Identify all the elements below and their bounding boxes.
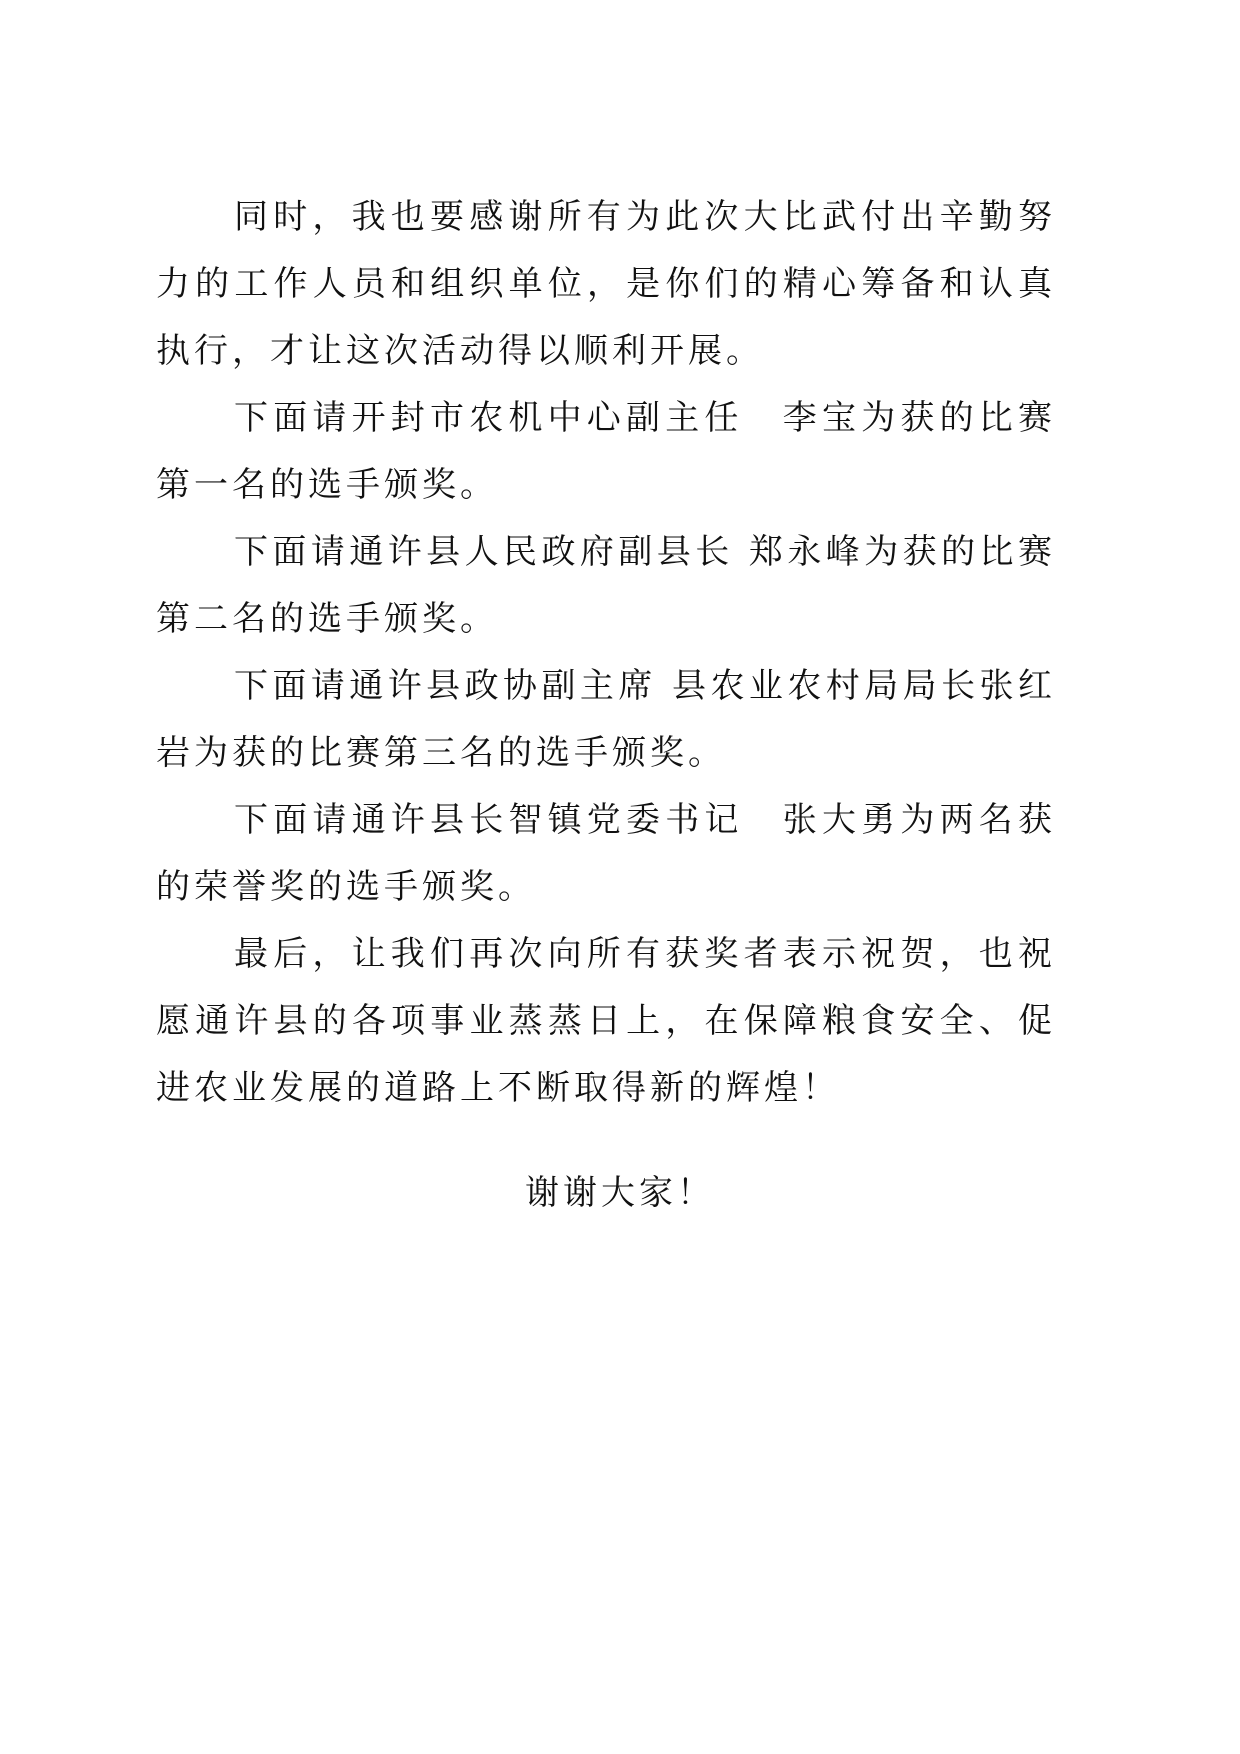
- paragraph-award-third: 下面请通许县政协副主席 县农业农村局局长张红岩为获的比赛第三名的选手颁奖。: [156, 666, 1056, 773]
- paragraph-award-honor: 下面请通许县长智镇党委书记 张大勇为两名获的荣誉奖的选手颁奖。: [156, 800, 1056, 907]
- paragraph-thanks-staff: 同时，我也要感谢所有为此次大比武付出辛勤努力的工作人员和组织单位，是你们的精心筹备和认真执行，才让这次活动得以顺利开展。: [156, 197, 1056, 371]
- document-body: [156, 184, 1056, 1122]
- paragraph-final-wishes: 最后，让我们再次向所有获奖者表示祝贺，也祝愿通许县的各项事业蒸蒸日上，在保障粮食安全、促进农业发展的道路上不断取得新的辉煌！: [156, 934, 1056, 1108]
- paragraph-award-second: 下面请通许县人民政府副县长 郑永峰为获的比赛第二名的选手颁奖。: [156, 532, 1056, 639]
- closing-line: 谢谢大家！: [525, 1173, 715, 1213]
- paragraph-award-first: 下面请开封市农机中心副主任 李宝为获的比赛第一名的选手颁奖。: [156, 398, 1056, 505]
